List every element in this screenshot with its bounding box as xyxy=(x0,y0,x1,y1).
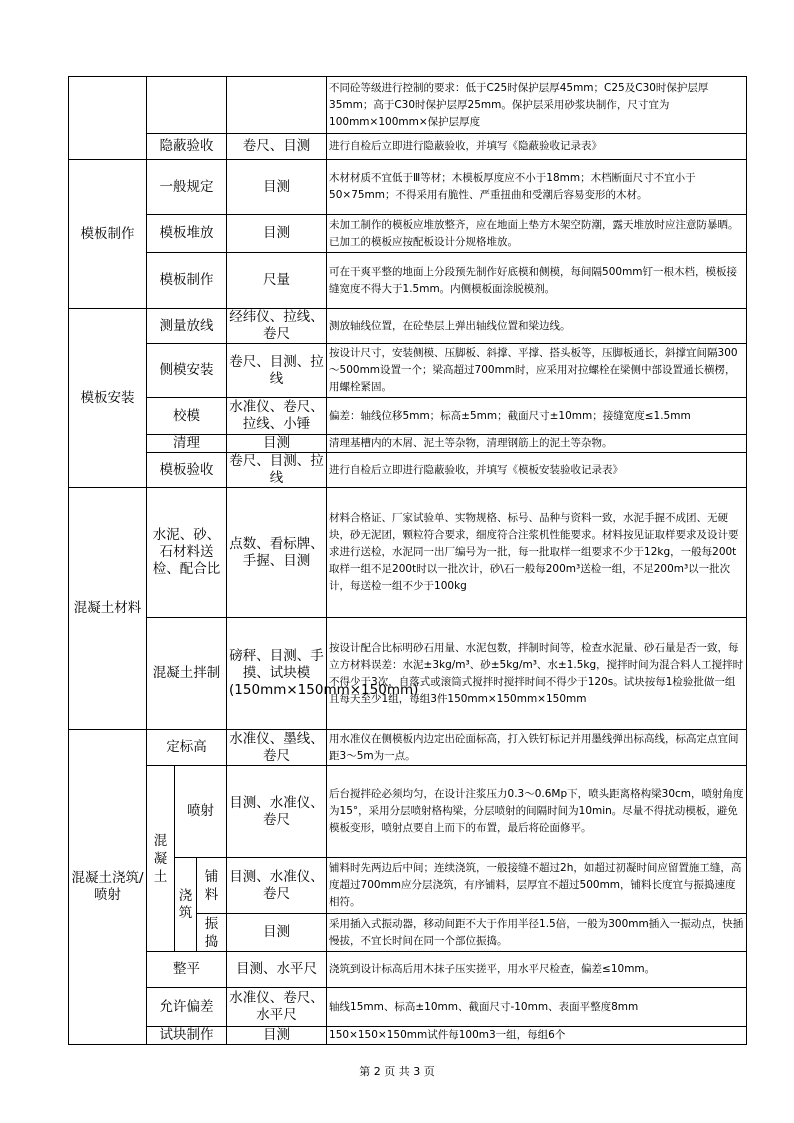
category-cell: 模板制作 xyxy=(69,160,147,309)
category-cell xyxy=(69,77,147,160)
item-cell: 隐蔽验收 xyxy=(147,134,227,160)
category-cell: 混凝土浇筑/喷射 xyxy=(69,730,147,1045)
table-row xyxy=(69,618,747,730)
item-cell: 模板堆放 xyxy=(147,215,227,253)
table-row xyxy=(69,215,747,253)
item-cell: 测量放线 xyxy=(147,309,227,344)
table-row xyxy=(69,344,747,398)
item-cell: 整平 xyxy=(147,952,227,988)
item-cell: 校模 xyxy=(147,398,227,435)
requirement-cell: 进行自检后立即进行隐蔽验收，并填写《模板安装验收记录表》 xyxy=(327,453,747,488)
table-row xyxy=(69,77,747,134)
table-row xyxy=(69,253,747,309)
item-cell xyxy=(147,77,227,134)
tool-cell: 卷尺、目测、拉线 xyxy=(227,453,327,488)
requirement-cell: 清理基槽内的木屑、泥土等杂物，清理钢筋上的泥土等杂物。 xyxy=(327,435,747,453)
table-row xyxy=(69,134,747,160)
tool-cell xyxy=(227,77,327,134)
tool-cell: 目测 xyxy=(227,215,327,253)
requirement-cell: 进行自检后立即进行隐蔽验收，并填写《隐蔽验收记录表》 xyxy=(327,134,747,160)
requirement-cell: 木材材质不宜低于Ⅲ等材；木模板厚度应不小于18mm；木档断面尺寸不宜小于50×75mm；不得采用有脆性、严重扭曲和受潮后容易变形的木材。 xyxy=(327,160,747,215)
category-cell: 模板安装 xyxy=(69,309,147,488)
table-row xyxy=(69,952,747,988)
table-row xyxy=(69,766,747,858)
requirement-cell: 偏差：轴线位移5mm；标高±5mm；截面尺寸±10mm；接缝宽度≤1.5mm xyxy=(327,398,747,435)
tool-cell: 经纬仪、拉线、卷尺 xyxy=(227,309,327,344)
concrete-subcategory-cell xyxy=(147,766,175,952)
table-row xyxy=(69,309,747,344)
tool-cell: 磅秤、目测、手摸、试块模(150mm×150mm×150mm) xyxy=(227,618,327,730)
tool-cell: 目测、水准仪、卷尺 xyxy=(227,858,327,914)
tool-cell: 水准仪、墨线、卷尺 xyxy=(227,730,327,766)
requirement-cell: 用水准仪在侧模板内边定出砼面标高，打入铁钉标记并用墨线弹出标高线，标高定点宜间距3～5m为一点。 xyxy=(327,730,747,766)
table-row xyxy=(69,160,747,215)
requirement-cell: 铺料时先两边后中间；连续浇筑，一般接缝不超过2h，如超过初凝时间应留置施工缝，高度超过700mm应分层浇筑，有序铺料，层厚宜不超过500mm，铺料长度宜与振捣速度相符。 xyxy=(327,858,747,914)
tool-cell: 目测 xyxy=(227,160,327,215)
requirement-cell: 轴线15mm、标高±10mm、截面尺寸-10mm、表面平整度8mm xyxy=(327,988,747,1027)
requirement-cell: 未加工制作的模板应堆放整齐，应在地面上垫方木架空防潮，露天堆放时应注意防暴晒。已加工的模板应按配板设计分规格堆放。 xyxy=(327,215,747,253)
item-cell xyxy=(197,914,227,952)
construction-inspection-table xyxy=(68,76,747,1045)
table-row xyxy=(69,488,747,618)
item-cell: 喷射 xyxy=(175,766,227,858)
page-footer: 第 2 页 共 3 页 xyxy=(359,1065,435,1078)
requirement-cell: 可在干爽平整的地面上分段预先制作好底模和侧模，每间隔500mm钉一根木档，模板接缝宽度不得大于1.5mm。内侧模板面涂脱模剂。 xyxy=(327,253,747,309)
requirement-cell: 后台搅拌砼必须均匀，在设计注浆压力0.3～0.6Mp下，喷头距离格构梁30cm，喷射角度为15°，采用分层喷射格构梁，分层喷射的间隔时间为10min。尽量不得扰动模板，避免模板变形，喷射点要自上而下的布置，最后将砼面修平。 xyxy=(327,766,747,858)
item-cell: 模板制作 xyxy=(147,253,227,309)
table-row xyxy=(69,1027,747,1045)
table-row xyxy=(69,730,747,766)
item-cell: 定标高 xyxy=(147,730,227,766)
tool-cell: 目测、水平尺 xyxy=(227,952,327,988)
item-cell: 侧模安装 xyxy=(147,344,227,398)
tool-cell: 点数、看标牌、手握、目测 xyxy=(227,488,327,618)
item-cell: 一般规定 xyxy=(147,160,227,215)
item-cell: 混凝土拌制 xyxy=(147,618,227,730)
tool-cell: 水准仪、卷尺、拉线、小锤 xyxy=(227,398,327,435)
tool-cell: 目测、水准仪、卷尺 xyxy=(227,766,327,858)
requirement-cell: 材料合格证、厂家试验单、实物规格、标号、品种与资料一致，水泥手握不成团、无硬块，砂无泥团，颗粒符合要求，细度符合注浆机性能要求。材料按见证取样要求及设计要求进行送检，水泥同一出厂编号为一批，每一批取样一组要求不少于12kg，一般每200t取样一组不足200t时以一批次计，砂\石一般每200m³送检一组，不足200m³以一批次计，每送检一组不少于100kg xyxy=(327,488,747,618)
tool-cell: 目测 xyxy=(227,435,327,453)
table-row xyxy=(69,988,747,1027)
item-cell: 水泥、砂、石材料送检、配合比 xyxy=(147,488,227,618)
category-cell: 混凝土材料 xyxy=(69,488,147,730)
table-row xyxy=(69,398,747,435)
item-cell: 允许偏差 xyxy=(147,988,227,1027)
item-label: 振捣 xyxy=(204,915,219,950)
tool-cell: 目测 xyxy=(227,914,327,952)
requirement-cell: 测放轴线位置，在砼垫层上弹出轴线位置和梁边线。 xyxy=(327,309,747,344)
concrete-subcategory-label: 混凝土 xyxy=(153,832,168,885)
requirement-cell: 150×150×150mm试件每100m3一组，每组6个 xyxy=(327,1027,747,1045)
requirement-cell xyxy=(327,618,747,730)
item-cell: 试块制作 xyxy=(147,1027,227,1045)
tool-cell: 目测 xyxy=(227,1027,327,1045)
item-cell xyxy=(197,858,227,914)
tool-cell: 水准仪、卷尺、水平尺 xyxy=(227,988,327,1027)
pour-subcategory-cell: 浇筑 xyxy=(175,858,197,952)
requirement-cell: 不同砼等级进行控制的要求：低于C25时保护层厚45mm；C25及C30时保护层厚35mm；高于C30时保护层厚25mm。保护层采用砂浆块制作，尺寸宜为100mm×100mm×保护层厚度 xyxy=(327,77,747,134)
requirement-cell: 按设计尺寸，安装侧模、压脚板、斜撑、平撑、搭头板等，压脚板通长，斜撑宜间隔300～500mm设置一个；梁高超过700mm时，应采用对拉螺栓在梁侧中部设置通长横楞，用螺栓紧固。 xyxy=(327,344,747,398)
requirement-cell: 浇筑到设计标高后用木抹子压实搓平，用水平尺检查，偏差≤10mm。 xyxy=(327,952,747,988)
tool-cell: 尺量 xyxy=(227,253,327,309)
requirement-cell: 采用插入式振动器，移动间距不大于作用半径1.5倍，一般为300mm插入一振动点，快插慢拔，不宜长时间在同一个部位振捣。 xyxy=(327,914,747,952)
item-cell: 清理 xyxy=(147,435,227,453)
item-label: 铺料 xyxy=(204,868,219,903)
tool-cell: 卷尺、目测、拉线 xyxy=(227,344,327,398)
tool-cell: 卷尺、目测 xyxy=(227,134,327,160)
mix-check-text: 按设计配合比标明砂石用量、水泥包数，拌制时间等，检查水泥量、砂石量是否一致，每立方材料误差：水泥±3kg/m³、砂±5kg/m³、水±1.5kg，搅拌时间为混合料人工搅拌时不得少于3次，自落式或滚筒式搅拌时搅拌时间不得少于120s。试块按每1检验批做一组且每天至少1组，每组3件150mm×150mm×150mm xyxy=(329,641,744,705)
item-cell: 模板验收 xyxy=(147,453,227,488)
table-row xyxy=(69,435,747,453)
table-row xyxy=(69,453,747,488)
